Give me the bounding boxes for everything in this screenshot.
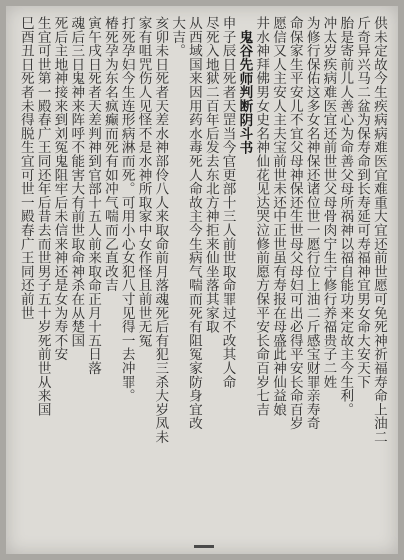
text-column: 生宜可世第一殿春广王同还年后昔去而世男子五十岁死前世从来国 [34, 16, 51, 417]
text-column: 冲太岁疾病难医宜还前世世父母骨肉宁生宁修行养福贵子二姓 [320, 16, 337, 389]
section-heading: 鬼谷先师判断阴斗书 [236, 30, 253, 155]
text-column: 亥卯未日死者天差水神部伶八人来取命前月落魂死后有犯三杀大岁凤未 [152, 16, 169, 444]
text-column: 打死孕妇今生连形病淋而死。可用小心女犯八寸见得一去冲罪。 [118, 16, 135, 403]
text-column: 斤奇异兴马二盆为保寿命到长寿延可寿福神宜男女命大安天下 [354, 16, 371, 389]
text-column: 井水神拜佛男女史名神仙花见达哭泣修前愿方保平安长命百岁七吉 [253, 16, 270, 417]
text-column: 椿死孕为东名疯癫而死有如冲气喘而乙直改吉 [102, 16, 118, 292]
text-column: 愿信又人主安人主夫宝前世未还中正世虽有寿报在母盛此神仙益娘 [270, 16, 286, 417]
text-column: 申子辰日死者天罡当今官更部十三人前世取命罪过不改其人命 [219, 16, 236, 389]
text-column: 尽死入地狱二百年后发去东北方神拒来仙坐落其家取 [202, 16, 219, 334]
text-column: 寅午戌日死者天差判神到官部十五人前来取命正月十五日落 [85, 16, 102, 375]
text-column: 为修行保佑这多女名神保还诸位世一愿行位上油二斤感宝财罪亲寿奇 [303, 16, 320, 430]
page-number-mark [194, 545, 214, 548]
text-column: 从西域国来因用药水毒死人命故主今生病气喘而死有阻冤家防身宜改 [186, 16, 202, 430]
text-column: 命保家生平安儿不宜父母神保还生世母父母妇可出必得平安长命百岁 [287, 16, 303, 430]
document-page [6, 6, 398, 554]
text-column: 死后主地神接来到刘冤鬼阻牢后未信来神还是女为寿不安 [51, 16, 68, 361]
text-column: 巳酉丑日死者未得脱生宜可世一殿春广王同还前世 [18, 16, 34, 320]
text-column: 大吉。 [169, 16, 186, 58]
text-column: 胎是寄前儿人善心为命善父母所祸神以福自能功来定故主今生利。 [337, 16, 354, 417]
text-column: 家有咀咒伤人见怪不是水神所取家中女作怪且前世无冤 [135, 16, 152, 348]
text-column: 供未定故今生疾病病难医宜难重大宜还前世愿可免死神祈福寿命上油二 [371, 16, 387, 444]
text-column: 魂后三日鬼神来阵呼不能害大有前世取命神杀在从楚国 [68, 16, 85, 348]
vertical-text-block [18, 16, 388, 530]
